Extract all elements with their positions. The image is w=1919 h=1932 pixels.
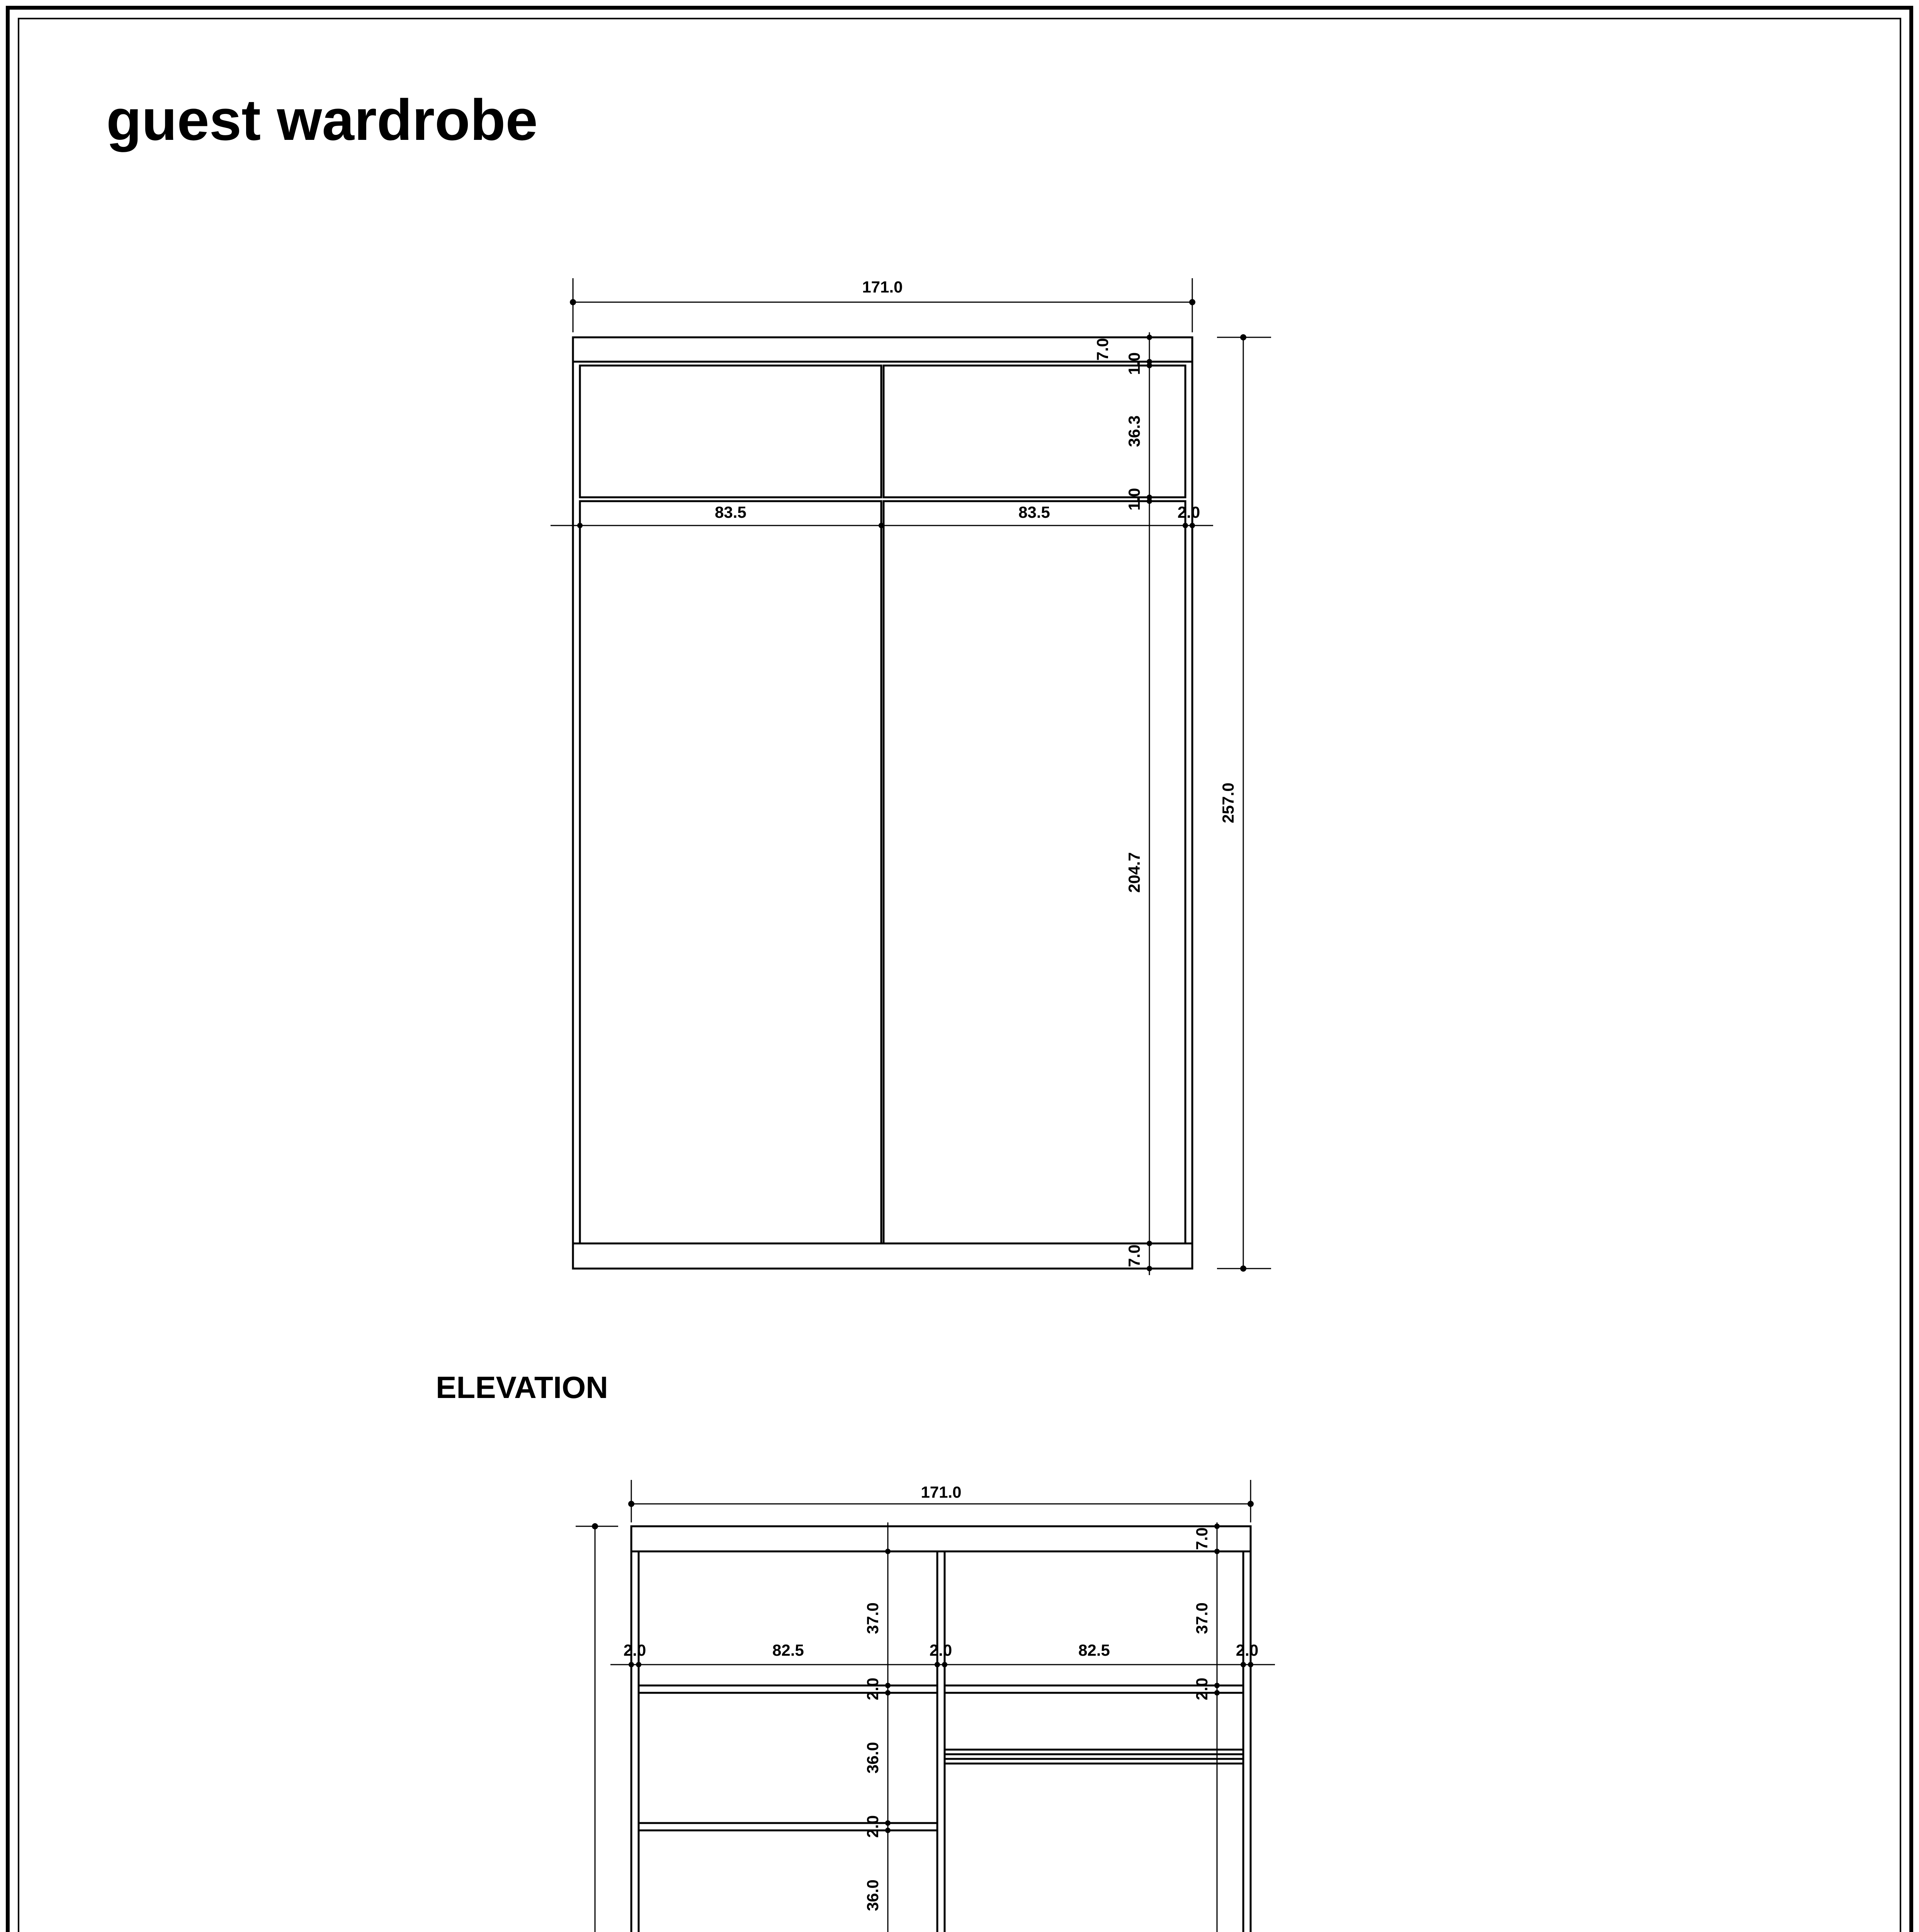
dim-left-2: 2.0	[863, 1677, 882, 1701]
section-dimension-labels	[571, 1483, 1258, 1932]
dim-elev-height: 257.0	[1219, 782, 1237, 823]
dim-elev-door-right: 83.5	[1018, 503, 1050, 521]
dim-right-2: 2.0	[1193, 1677, 1211, 1701]
dim-left-4: 2.0	[863, 1815, 882, 1838]
inner-border	[19, 19, 1900, 1932]
dim-elev-door-height: 204.7	[1125, 852, 1143, 893]
outer-border	[8, 8, 1911, 1932]
dim-left-5: 36.0	[863, 1879, 882, 1911]
dim-left-3: 36.0	[863, 1742, 882, 1774]
dim-sec-bay-right: 82.5	[1078, 1641, 1110, 1659]
section-outline	[631, 1526, 1251, 1932]
dim-elev-door-left: 83.5	[715, 503, 746, 521]
dim-elev-width: 171.0	[862, 278, 903, 296]
section-right-shelves	[945, 1685, 1243, 1932]
elevation-door-left	[580, 501, 881, 1243]
dim-sec-right-column	[1193, 1602, 1211, 1932]
dim-left-1: 37.0	[863, 1602, 882, 1634]
page-title: guest wardrobe	[106, 87, 538, 152]
dim-sec-bay-left: 82.5	[772, 1641, 804, 1659]
dim-elev-side-gap: 2.0	[1177, 503, 1200, 521]
dim-right-1: 37.0	[1193, 1602, 1211, 1634]
dim-sec-side-right: 2.0	[1236, 1641, 1259, 1659]
dim-elev-top-panel: 7.0	[1093, 338, 1112, 361]
elevation-dimension-lines	[551, 278, 1271, 1275]
elevation-dimension-labels	[715, 278, 1237, 1267]
section-drawing	[631, 1526, 1251, 1932]
dim-elev-rail-bottom: 1.0	[1125, 488, 1143, 511]
section-dimension-ticks	[592, 1501, 1254, 1932]
dim-elev-rail-top: 1.0	[1125, 352, 1143, 375]
section-dimension-lines	[576, 1480, 1275, 1932]
dim-sec-width: 171.0	[921, 1483, 962, 1501]
elevation-dimension-ticks	[570, 299, 1246, 1272]
dim-sec-side-left: 2.0	[623, 1641, 646, 1659]
dim-sec-top-panel: 7.0	[1193, 1527, 1211, 1550]
elevation-upper-door-left	[580, 366, 881, 497]
section-left-shelves	[639, 1685, 937, 1932]
elevation-drawing	[573, 337, 1192, 1269]
dim-elev-upper-cabinet: 36.3	[1125, 415, 1143, 447]
dim-sec-divider: 2.0	[929, 1641, 952, 1659]
elevation-label: ELEVATION	[436, 1370, 608, 1405]
dim-elev-plinth: 7.0	[1125, 1244, 1143, 1267]
dim-sec-left-column	[863, 1602, 882, 1932]
